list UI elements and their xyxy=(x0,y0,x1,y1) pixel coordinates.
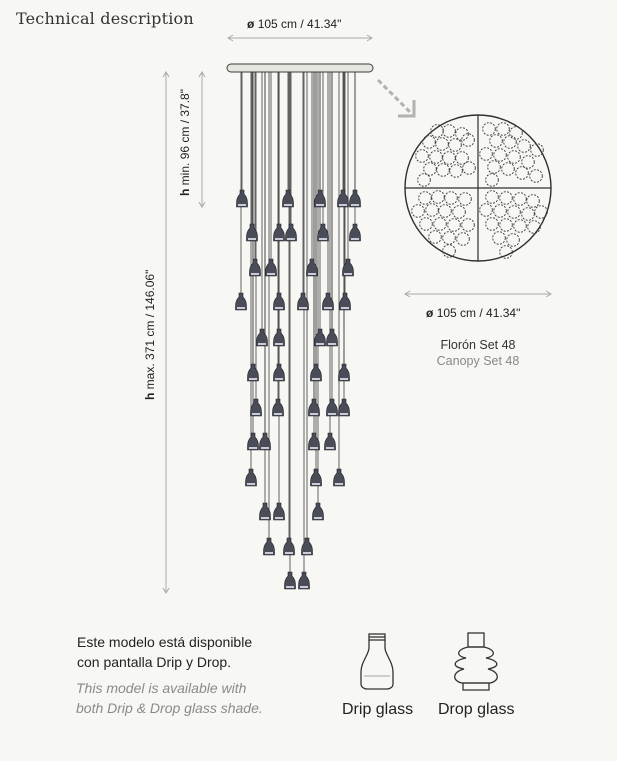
pendant-shade-highlight xyxy=(300,586,308,588)
canopy-width-label: ø 105 cm / 41.34" xyxy=(426,306,521,320)
pendant-shade-highlight xyxy=(351,204,359,206)
pendant-shade-highlight xyxy=(328,343,336,345)
pendant-shade-highlight xyxy=(319,238,327,240)
pendant-cables xyxy=(241,72,355,572)
pendant-shade-highlight xyxy=(310,447,318,449)
pendant-shade-highlight xyxy=(252,413,260,415)
pendant-shade-highlight xyxy=(312,378,320,380)
drip-glass-label: Drip glass xyxy=(342,701,414,718)
canopy-detail-diagram xyxy=(405,115,551,261)
pendant-shade-highlight xyxy=(247,483,255,485)
pendant-shade-highlight xyxy=(275,238,283,240)
pendant-shade-highlight xyxy=(261,517,269,519)
availability-note-es: Este modelo está disponible con pantalla Drip y Drop. xyxy=(77,634,253,670)
drop-glass-icon xyxy=(455,633,498,690)
pendant-shade-highlight xyxy=(287,238,295,240)
pendant-shade-highlight xyxy=(308,273,316,275)
pendant-shade-highlight xyxy=(249,447,257,449)
pendant-shade-highlight xyxy=(275,378,283,380)
pendant-shade-highlight xyxy=(340,413,348,415)
pendant-shade-highlight xyxy=(265,552,273,554)
canopy-width-dimension-line xyxy=(405,291,551,297)
drop-glass-label: Drop glass xyxy=(438,701,515,718)
pendant-shades xyxy=(236,190,361,589)
pendant-shade-highlight xyxy=(314,517,322,519)
detail-arrow-icon xyxy=(378,80,414,116)
min-height-label: h min. 96 cm / 37.8" xyxy=(178,89,192,196)
pendant-shade-highlight xyxy=(286,586,294,588)
pendant-shade-highlight xyxy=(258,343,266,345)
pendant-shade-highlight xyxy=(251,273,259,275)
pendant-shade-highlight xyxy=(310,413,318,415)
ceiling-canopy xyxy=(227,64,373,72)
page-title: Technical description xyxy=(16,9,194,28)
width-dimension-line xyxy=(228,35,372,41)
pendant-shade-highlight xyxy=(275,517,283,519)
pendant-shade-highlight xyxy=(351,238,359,240)
pendant-shade-highlight xyxy=(248,238,256,240)
availability-note-en: This model is available with both Drip & Drop glass shade. xyxy=(76,680,263,716)
pendant-shade-highlight xyxy=(285,552,293,554)
pendant-shade-highlight xyxy=(344,273,352,275)
canopy-name-es: Florón Set 48 xyxy=(440,338,516,352)
pendant-shade-highlight xyxy=(312,483,320,485)
pendant-shade-highlight xyxy=(316,204,324,206)
pendant-shade-highlight xyxy=(261,447,269,449)
pendant-shade-highlight xyxy=(328,413,336,415)
canopy-name-en: Canopy Set 48 xyxy=(436,354,520,368)
pendant-shade-highlight xyxy=(267,273,275,275)
pendant-shade-highlight xyxy=(316,343,324,345)
pendant-shade-highlight xyxy=(335,483,343,485)
drip-glass-icon xyxy=(361,634,393,689)
pendant-shade-highlight xyxy=(249,378,257,380)
pendant-shade-highlight xyxy=(341,307,349,309)
pendant-shade-highlight xyxy=(324,307,332,309)
pendant-shade-highlight xyxy=(275,343,283,345)
pendant-shade-highlight xyxy=(299,307,307,309)
pendant-shade-highlight xyxy=(274,413,282,415)
pendant-shade-highlight xyxy=(303,552,311,554)
width-label: ø 105 cm / 41.34" xyxy=(247,17,342,31)
pendant-shade-highlight xyxy=(238,204,246,206)
pendant-shade-highlight xyxy=(339,204,347,206)
min-height-dimension-line xyxy=(199,72,205,207)
pendant-shade-highlight xyxy=(237,307,245,309)
pendant-shade-highlight xyxy=(275,307,283,309)
pendant-shade-highlight xyxy=(326,447,334,449)
max-height-label: h max. 371 cm / 146.06" xyxy=(143,269,157,400)
max-height-dimension-line xyxy=(163,72,169,593)
pendant-shade-highlight xyxy=(284,204,292,206)
pendant-shade-highlight xyxy=(340,378,348,380)
